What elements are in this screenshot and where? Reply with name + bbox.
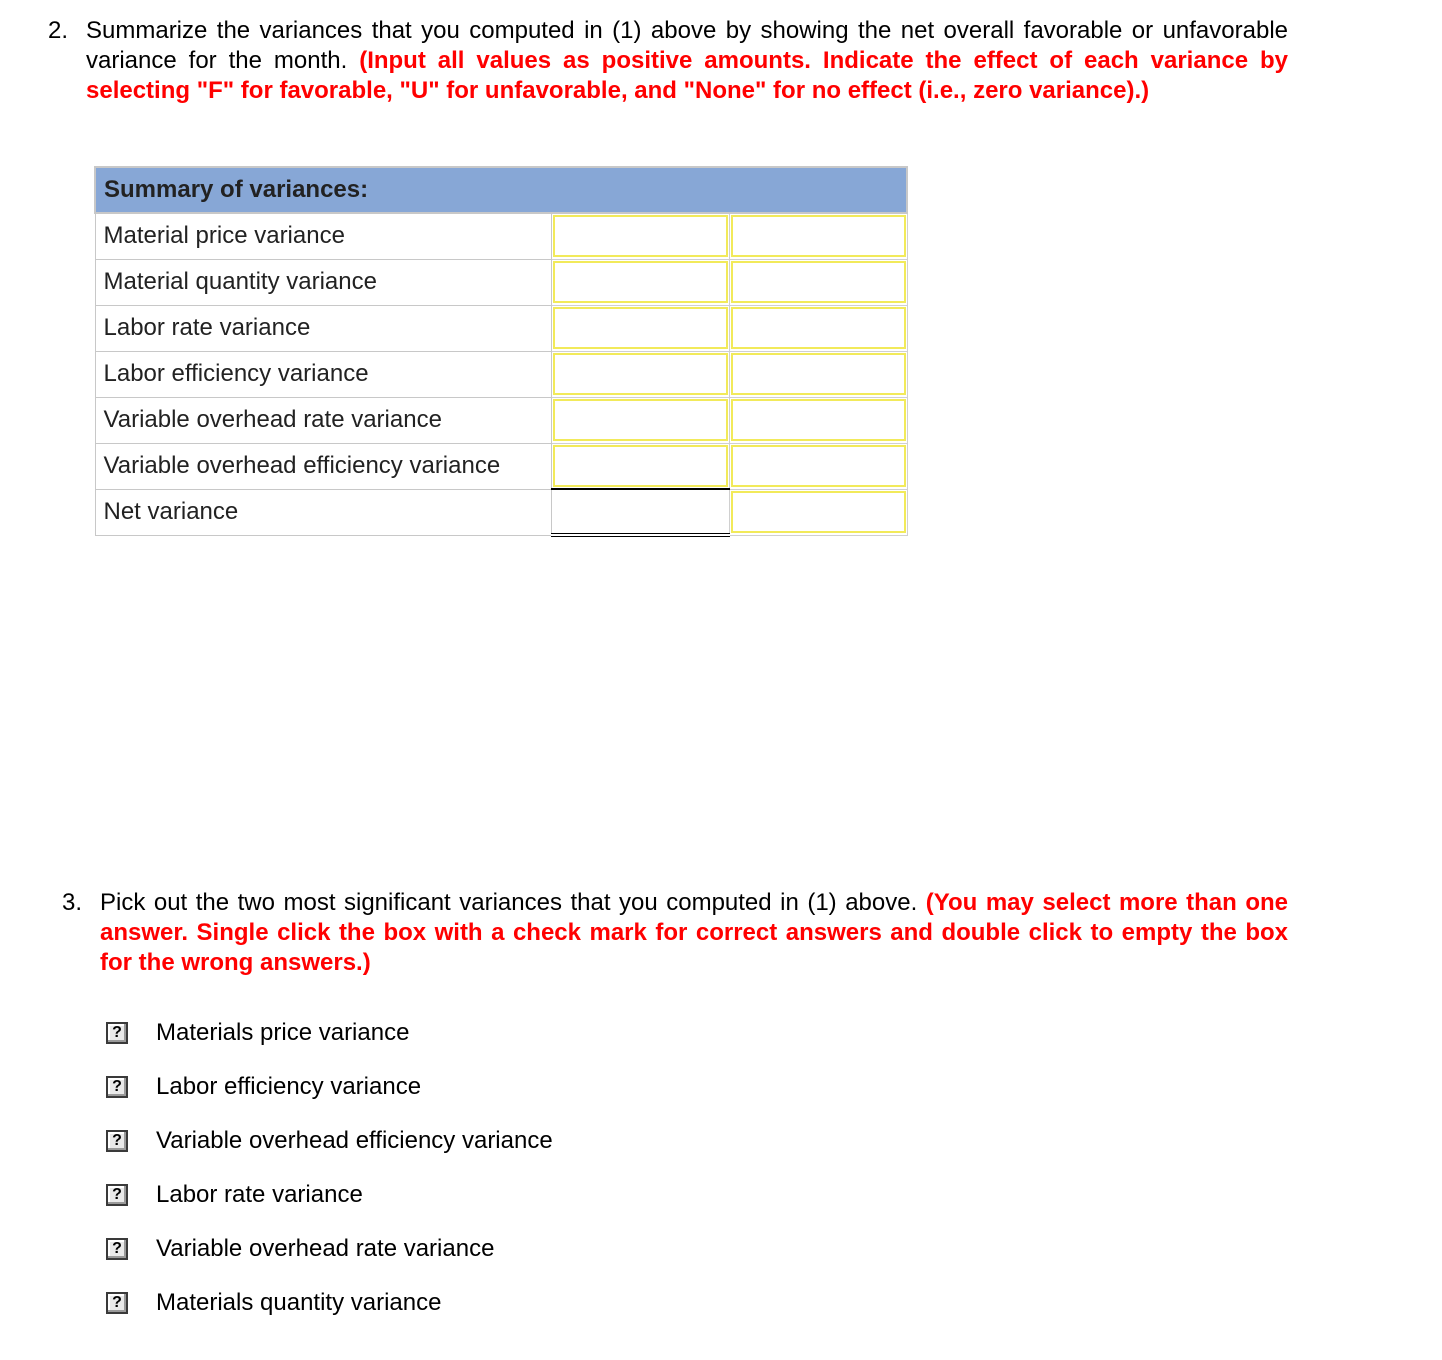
variable-overhead-rate-amount-input[interactable] bbox=[553, 399, 728, 441]
summary-header: Summary of variances: bbox=[95, 167, 907, 213]
material-quantity-effect-input[interactable] bbox=[731, 261, 906, 303]
row-label: Net variance bbox=[95, 489, 551, 535]
option-materials-quantity-variance[interactable] bbox=[106, 1276, 553, 1330]
net-variance-amount-input[interactable] bbox=[552, 492, 729, 532]
option-variable-overhead-rate-variance[interactable] bbox=[106, 1222, 553, 1276]
table-row bbox=[95, 443, 907, 489]
row-label: Material price variance bbox=[95, 213, 551, 259]
row-label: Labor rate variance bbox=[95, 305, 551, 351]
question-checkbox-icon[interactable]: ? bbox=[106, 1292, 128, 1314]
question-checkbox-icon[interactable]: ? bbox=[106, 1184, 128, 1206]
row-label: Material quantity variance bbox=[95, 259, 551, 305]
question-2-number: 2. bbox=[48, 17, 69, 44]
option-label: Materials price variance bbox=[156, 1019, 410, 1046]
labor-efficiency-effect-input[interactable] bbox=[731, 353, 906, 395]
material-price-effect-input[interactable] bbox=[731, 215, 906, 257]
option-labor-efficiency-variance[interactable] bbox=[106, 1060, 553, 1114]
labor-efficiency-amount-input[interactable] bbox=[553, 353, 728, 395]
question-checkbox-icon[interactable]: ? bbox=[106, 1130, 128, 1152]
table-row bbox=[95, 397, 907, 443]
question-2 bbox=[48, 16, 1288, 106]
question-2-body bbox=[86, 16, 1288, 106]
question-3-text: Pick out the two most significant variances that you computed in (1) above. bbox=[100, 889, 918, 916]
table-row bbox=[95, 259, 907, 305]
option-label: Variable overhead efficiency variance bbox=[156, 1127, 553, 1154]
question-3-body bbox=[100, 888, 1288, 978]
option-label: Labor rate variance bbox=[156, 1181, 363, 1208]
table-row bbox=[95, 489, 907, 535]
labor-rate-effect-input[interactable] bbox=[731, 307, 906, 349]
net-variance-effect-input[interactable] bbox=[731, 491, 906, 533]
option-label: Materials quantity variance bbox=[156, 1289, 442, 1316]
labor-rate-amount-input[interactable] bbox=[553, 307, 728, 349]
option-materials-price-variance[interactable] bbox=[106, 1006, 553, 1060]
summary-header-row bbox=[95, 167, 907, 213]
row-label: Labor efficiency variance bbox=[95, 351, 551, 397]
table-row bbox=[95, 351, 907, 397]
variable-overhead-efficiency-amount-input[interactable] bbox=[553, 445, 728, 487]
option-labor-rate-variance[interactable] bbox=[106, 1168, 553, 1222]
question-checkbox-icon[interactable]: ? bbox=[106, 1238, 128, 1260]
question-3-number: 3. bbox=[62, 889, 83, 916]
question-checkbox-icon[interactable]: ? bbox=[106, 1076, 128, 1098]
question-2-instruction: (Input all values as positive amounts. Indicate the effect of each variance by selecting "F" for favorable, "U" for unfavorable, and "None" for no effect (i.e., zero variance).) bbox=[86, 47, 1288, 104]
question-3-instruction: (You may select more than one answer. Single click the box with a check mark for correct answers and double click to empty the box for the wrong answers.) bbox=[100, 889, 1289, 976]
option-label: Variable overhead rate variance bbox=[156, 1235, 495, 1262]
question-2-text: Summarize the variances that you computed in (1) above by showing the net overall favorable or unfavorable variance for the month. bbox=[86, 17, 1288, 74]
variable-overhead-efficiency-effect-input[interactable] bbox=[731, 445, 906, 487]
material-price-amount-input[interactable] bbox=[553, 215, 728, 257]
variable-overhead-rate-effect-input[interactable] bbox=[731, 399, 906, 441]
option-label: Labor efficiency variance bbox=[156, 1073, 422, 1100]
option-variable-overhead-efficiency-variance[interactable] bbox=[106, 1114, 553, 1168]
question-checkbox-icon[interactable]: ? bbox=[106, 1022, 128, 1044]
row-label: Variable overhead rate variance bbox=[95, 397, 551, 443]
summary-of-variances-table bbox=[94, 166, 908, 537]
table-row bbox=[95, 305, 907, 351]
row-label: Variable overhead efficiency variance bbox=[95, 443, 551, 489]
question-3 bbox=[62, 888, 1288, 978]
answer-options bbox=[106, 1006, 553, 1330]
table-row bbox=[95, 213, 907, 259]
material-quantity-amount-input[interactable] bbox=[553, 261, 728, 303]
